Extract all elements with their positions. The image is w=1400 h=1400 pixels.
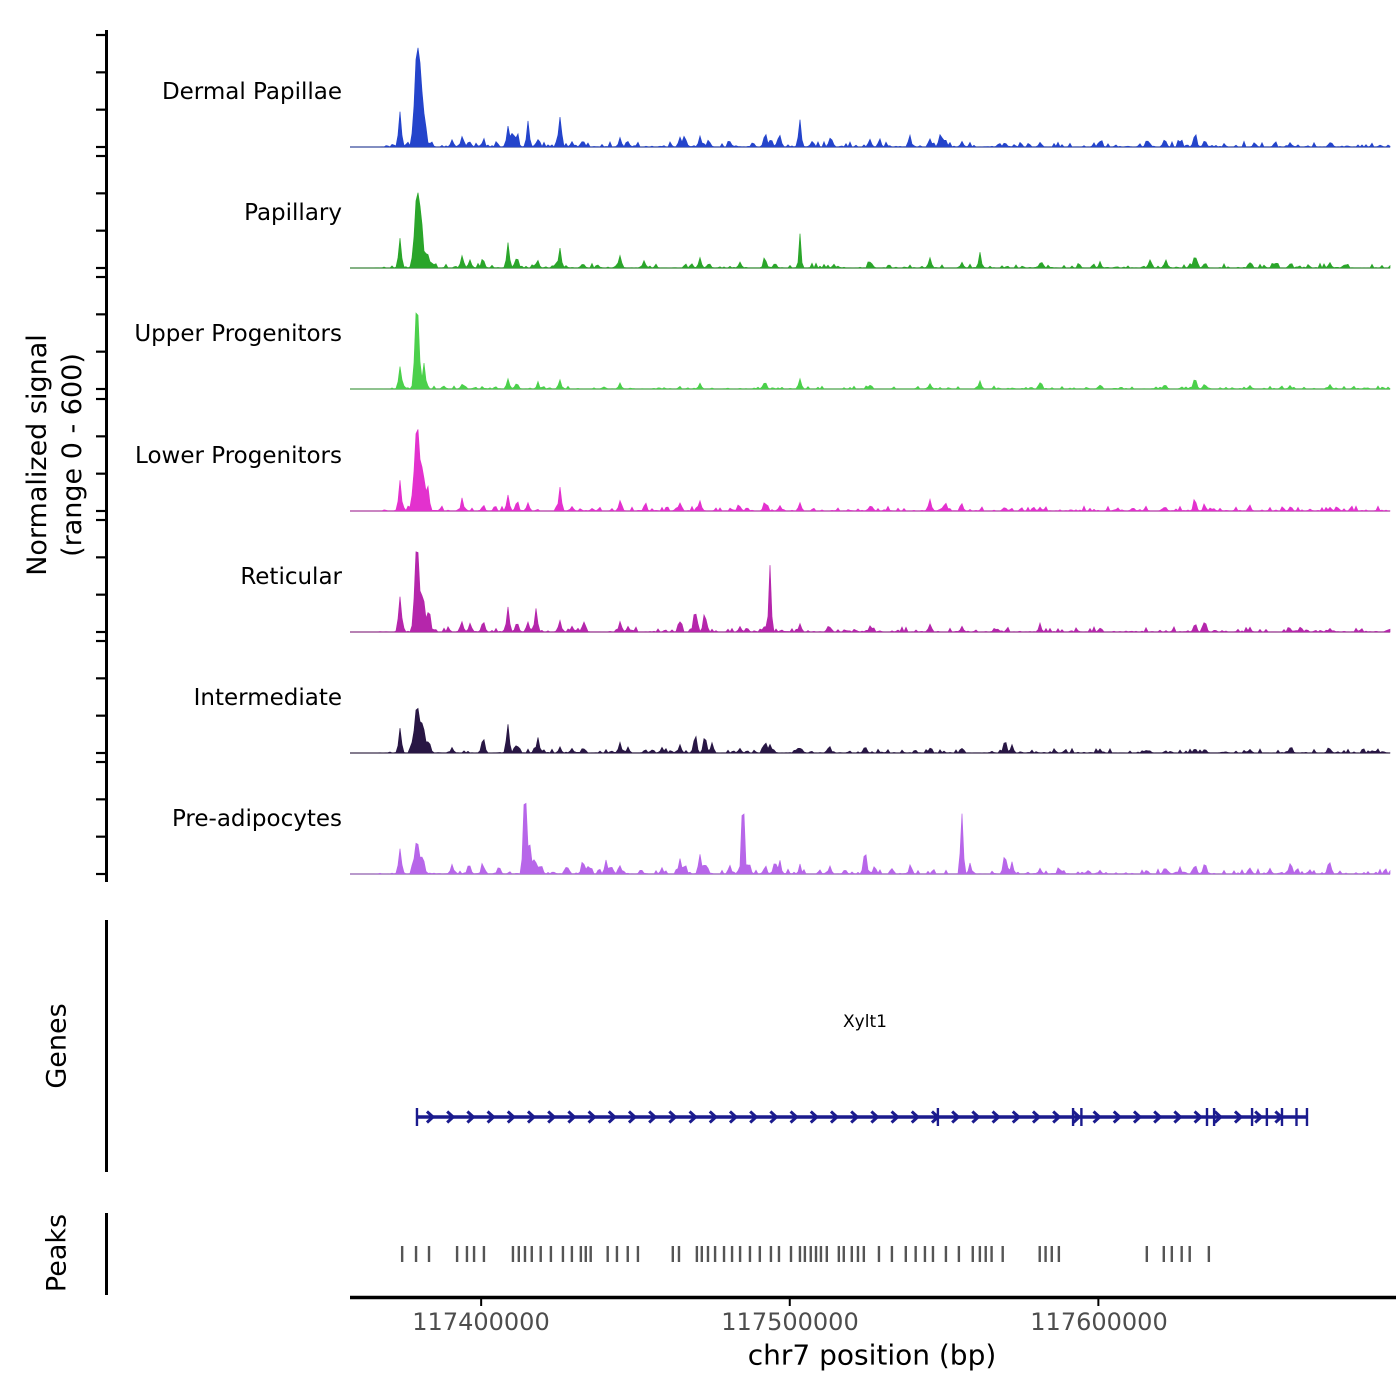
genes-section-label: Genes xyxy=(41,1003,73,1089)
track-label-lower-progenitors: Lower Progenitors xyxy=(135,443,342,469)
x-axis-label: chr7 position (bp) xyxy=(747,1338,997,1372)
track-label-papillary: Papillary xyxy=(244,200,342,226)
y-axis-label-line2: (range 0 - 600) xyxy=(57,353,88,557)
track-label-pre-adipocytes: Pre-adipocytes xyxy=(171,806,342,832)
y-axis-label-line1: Normalized signal xyxy=(21,334,53,576)
peaks-section-label: Peaks xyxy=(41,1213,73,1293)
x-tick-117400000: 117400000 xyxy=(412,1308,550,1336)
track-label-upper-progenitors: Upper Progenitors xyxy=(134,321,342,347)
x-tick-117500000: 117500000 xyxy=(721,1308,859,1336)
gene-name-xylt1: Xylt1 xyxy=(843,1012,887,1032)
track-label-reticular: Reticular xyxy=(240,564,342,590)
track-label-dermal-papillae: Dermal Papillae xyxy=(161,79,342,105)
track-label-intermediate: Intermediate xyxy=(193,685,342,711)
x-tick-117600000: 117600000 xyxy=(1030,1308,1168,1336)
y-axis-label xyxy=(20,334,90,576)
